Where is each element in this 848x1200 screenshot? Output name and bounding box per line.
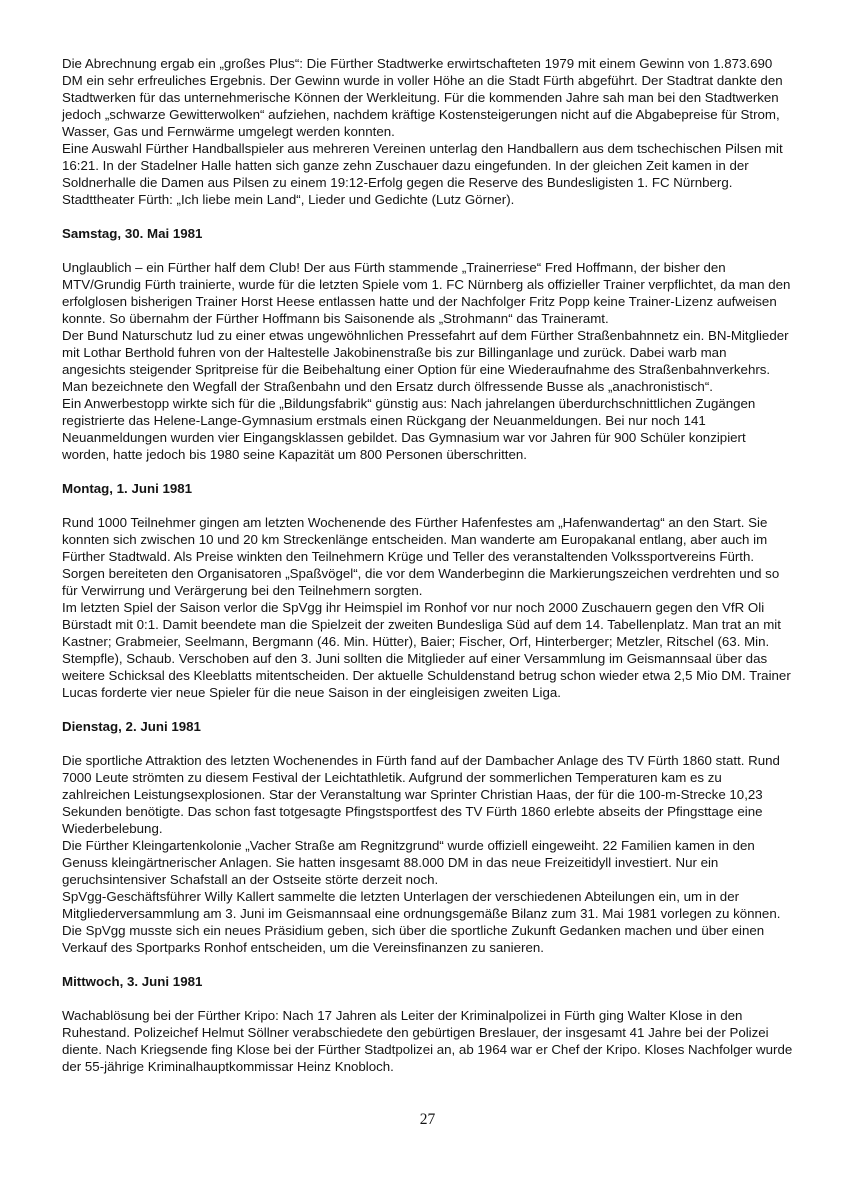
date-heading-mittwoch-3-juni-1981: Mittwoch, 3. Juni 1981	[62, 974, 203, 989]
body-paragraph: Rund 1000 Teilnehmer gingen am letzten Wochenende des Fürther Hafenfestes am „Hafenwandertag“ an den Start. Sie konnten sich zwischen 10 und 20 km Streckenlänge entscheiden. Man wanderte am Europakanal entlang, aber auch im Fürther Stadtwald. Als Preise winkten den Teilnehmern Krüge und Teller des veranstaltenden Volkssportvereins Fürth. Sorgen bereiteten den Organisatoren „Spaßvögel“, die vor dem Wanderbeginn die Markierungszeichen verdrehten und so für Verwirrung und Verärgerung bei den Teilnehmern sorgten.	[62, 515, 780, 598]
date-heading-samstag-30-mai-1981: Samstag, 30. Mai 1981	[62, 226, 203, 241]
body-paragraph: SpVgg-Geschäftsführer Willy Kallert sammelte die letzten Unterlagen der verschiedenen Abteilungen ein, um in der Mitgliederversammlung am 3. Juni im Geismannsaal eine ordnungsgemäße Bilanz zum 31. Mai 1981 vorlegen zu können. Die SpVgg musste sich ein neues Präsidium geben, sich über die sportliche Zukunft Gedanken machen und über einen Verkauf des Sportparks Ronhof entscheiden, um die Vereinsfinanzen zu sanieren.	[62, 889, 781, 955]
body-paragraph: Die Fürther Kleingartenkolonie „Vacher Straße am Regnitzgrund“ wurde offiziell eingeweiht. 22 Familien kamen in den Genuss kleingärtnerischer Anlagen. Sie hatten insgesamt 88.000 DM in das neue Freizeitidyll investiert. Nur ein geruchsintensiver Schafstall an der Ostseite störte derzeit noch.	[62, 838, 755, 887]
body-paragraph: Die sportliche Attraktion des letzten Wochenendes in Fürth fand auf der Dambacher Anlage des TV Fürth 1860 statt. Rund 7000 Leute strömten zu diesem Festival der Leichtathletik. Aufgrund der sommerlichen Temperaturen kam es zu zahlreichen Leistungsexplosionen. Star der Veranstaltung war Sprinter Christian Haas, der für die 100-m-Strecke 10,23 Sekunden benötigte. Das schon fast totgesagte Pfingstsportfest des TV Fürth 1860 erlebte abseits der Pfingsttage eine Wiederbelebung.	[62, 753, 780, 836]
body-paragraph: Im letzten Spiel der Saison verlor die SpVgg ihr Heimspiel im Ronhof vor nur noch 2000 Zuschauern gegen den VfR Oli Bürstadt mit 0:1. Damit beendete man die Spielzeit der zweiten Bundesliga Süd auf dem 14. Tabellenplatz. Man trat an mit Kastner; Grabmeier, Seelmann, Bergmann (46. Min. Hütter), Baier; Fischer, Orf, Hinterberger; Metzler, Ritschel (63. Min. Stempfle), Schaub. Verschoben auf den 3. Juni sollten die Mitglieder auf einer Versammlung im Geismannsaal über das weitere Schicksal des Kleeblatts mitentscheiden. Der aktuelle Schuldenstand betrug schon wieder etwa 2,5 Mio DM. Trainer Lucas forderte vier neue Spieler für die neue Saison in der eingleisigen zweiten Liga.	[62, 600, 791, 700]
body-paragraph: Der Bund Naturschutz lud zu einer etwas ungewöhnlichen Pressefahrt auf dem Fürther Straßenbahnnetz ein. BN-Mitglieder mit Lothar Berthold fuhren von der Haltestelle Jakobinenstraße bis zur Billinganlage und zurück. Dabei warb man angesichts steigender Spritpreise für die Beibehaltung einer Option für eine Wiederaufnahme des Straßenbahnverkehrs. Man bezeichnete den Wegfall der Straßenbahn und den Ersatz durch ölfressende Busse als „anachronistisch“.	[62, 328, 789, 394]
date-heading-montag-1-juni-1981: Montag, 1. Juni 1981	[62, 481, 193, 496]
body-paragraph: Stadttheater Fürth: „Ich liebe mein Land“, Lieder und Gedichte (Lutz Görner).	[62, 192, 515, 207]
body-paragraph: Die Abrechnung ergab ein „großes Plus“: Die Fürther Stadtwerke erwirtschafteten 1979 mit einem Gewinn von 1.873.690 DM ein sehr erfreuliches Ergebnis. Der Gewinn wurde in voller Höhe an die Stadt Fürth abgeführt. Der Stadtrat dankte den Stadtwerken für das unternehmerische Können der Werkleitung. Für die kommenden Jahre sah man bei den Stadtwerken jedoch „schwarze Gewitterwolken“ aufziehen, nachdem kräftige Kostensteigerungen nicht auf die Abgabepreise für Strom, Wasser, Gas und Fernwärme umgelegt werden konnten.	[62, 56, 783, 139]
body-paragraph: Unglaublich – ein Fürther half dem Club! Der aus Fürth stammende „Trainerriese“ Fred Hoffmann, der bisher den MTV/Grundig Fürth trainierte, wurde für die letzten Spiele vom 1. FC Nürnberg als offizieller Trainer verpflichtet, da man den erfolglosen bisherigen Trainer Horst Heese entlassen hatte und der Nachfolger Fritz Popp keine Trainer-Lizenz aufweisen konnte. So übernahm der Fürther Hoffmann bis Saisonende als „Strohmann“ das Traineramt.	[62, 260, 791, 326]
date-heading-dienstag-2-juni-1981: Dienstag, 2. Juni 1981	[62, 719, 201, 734]
page-number: 27	[419, 1111, 436, 1128]
body-paragraph: Eine Auswahl Fürther Handballspieler aus mehreren Vereinen unterlag den Handballern aus dem tschechischen Pilsen mit 16:21. In der Stadelner Halle hatten sich ganze zehn Zuschauer dazu eingefunden. In der gleichen Zeit kamen in der Soldnerhalle die Damen aus Pilsen zu einem 19:12-Erfolg gegen die Reserve des Bundesligisten 1. FC Nürnberg.	[62, 141, 783, 190]
page-body	[62, 55, 793, 1075]
body-paragraph: Ein Anwerbestopp wirkte sich für die „Bildungsfabrik“ günstig aus: Nach jahrelangen überdurchschnittlichen Zugängen registrierte das Helene-Lange-Gymnasium erstmals einen Rückgang der Neuanmeldungen. Bei nur noch 141 Neuanmeldungen wurden vier Eingangsklassen gebildet. Das Gymnasium war vor Jahren für 900 Schüler konzipiert worden, hatte jedoch bis 1980 seine Kapazität um 800 Personen überschritten.	[62, 396, 756, 462]
body-paragraph: Wachablösung bei der Fürther Kripo: Nach 17 Jahren als Leiter der Kriminalpolizei in Fürth ging Walter Klose in den Ruhestand. Polizeichef Helmut Söllner verabschiedete den gebürtigen Breslauer, der insgesamt 41 Jahre bei der Polizei diente. Nach Kriegsende fing Klose bei der Fürther Stadtpolizei an, ab 1964 war er Chef der Kripo. Kloses Nachfolger wurde der 55-jährige Kriminalhauptkommissar Heinz Knobloch.	[62, 1008, 793, 1074]
